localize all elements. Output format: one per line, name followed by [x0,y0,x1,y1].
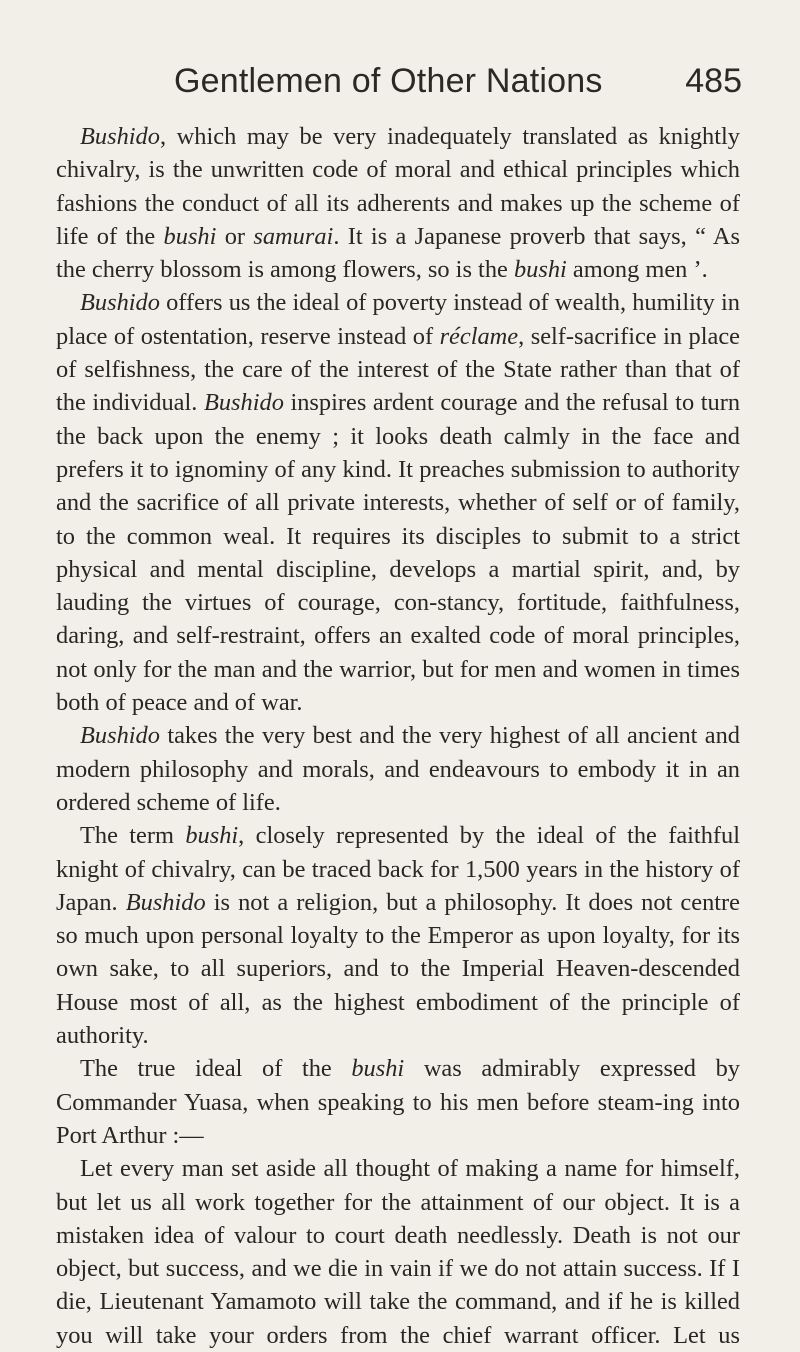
text-run: takes the very best and the very highest of all ancient and modern philosophy and morals, and endeavours to embody it in an ordered scheme of life. [56,722,740,816]
italic-term: réclame [439,322,519,350]
book-page [56,0,740,1352]
text-run: . It is a Japanese proverb that says, “ As the cherry blossom is among flowers, so is the [56,222,740,284]
italic-term: bushi [163,222,217,250]
text-run: is not a religion, but a philosophy. It does not centre so much upon personal loyalty to the Emperor as upon loyalty, for its own sake, to all superiors, and to the Imperial Heaven-descended House most of all, as the highest embodiment of the principle of authority. [56,888,741,1050]
text-run: The true ideal of the [80,1055,352,1083]
text-run: offers us the ideal of poverty instead of wealth, humility in place of ostentation, reserve instead of [56,289,740,350]
text-run: Let every man set aside all thought of making a name for himself, but let us all work together for the attainment of our object. It is a mistaken idea of valour to court death needlessly. Death is not our object, but success, and we die in vain if we do not attain success. If I die, Lieutenant Yamamoto will take the command, and if he is killed you will take your orders from the chief warrant officer. Let us [56,1155,740,1349]
paragraph [56,286,740,719]
text-run: , which may be very inadequately translated as knightly chivalry, is the unwritten code of moral and ethical principles which fashions the conduct of all its adherents and makes up the scheme of life of the [56,123,740,250]
italic-term: bushi [513,256,567,284]
paragraph [56,819,740,1052]
text-run: The term [80,822,186,850]
body-text [56,120,740,1352]
italic-term: Bushido [80,722,160,750]
paragraph [56,1052,740,1152]
text-run: , closely represented by the ideal of the faithful knight of chivalry, can be traced back for 1,500 years in the history of Japan. [56,822,740,916]
running-title: Gentlemen of Other Nations [174,62,603,100]
text-run: among men ’. [566,256,708,284]
text-run: , self-sacrifice in place of selfishness, the care of the interest of the State rather than that of the individual. [56,322,740,417]
italic-term: Bushido [80,123,160,150]
italic-term: Bushido [203,389,284,417]
italic-term: bushi [185,822,239,850]
paragraph [56,719,740,819]
italic-term: Bushido [80,289,160,317]
text-run: or [216,222,254,250]
italic-term: samurai [253,222,334,250]
italic-term: bushi [351,1055,405,1083]
paragraph [56,1152,740,1352]
text-run: was admirably expressed by Commander Yuasa, when speaking to his men before steam-ing into Port Arthur :— [56,1055,740,1149]
paragraph [56,120,740,286]
italic-term: Bushido [125,888,206,916]
text-run: inspires ardent courage and the refusal to turn the back upon the enemy ; it looks death calmly in the face and prefers it to ignominy of any kind. It preaches submission to authority and the sacrifice of all private interests, whether of self or of family, to the common weal. It requires its disciples to submit to a strict physical and mental discipline, develops a martial spirit, and, by lauding the virtues of courage, con-stancy, fortitude, faithfulness, daring, and self-restraint, offers an exalted code of moral principles, not only for the man and the warrior, but for men and women in times both of peace and of war. [56,389,741,717]
page-header [56,0,740,120]
page-number: 485 [685,62,742,100]
